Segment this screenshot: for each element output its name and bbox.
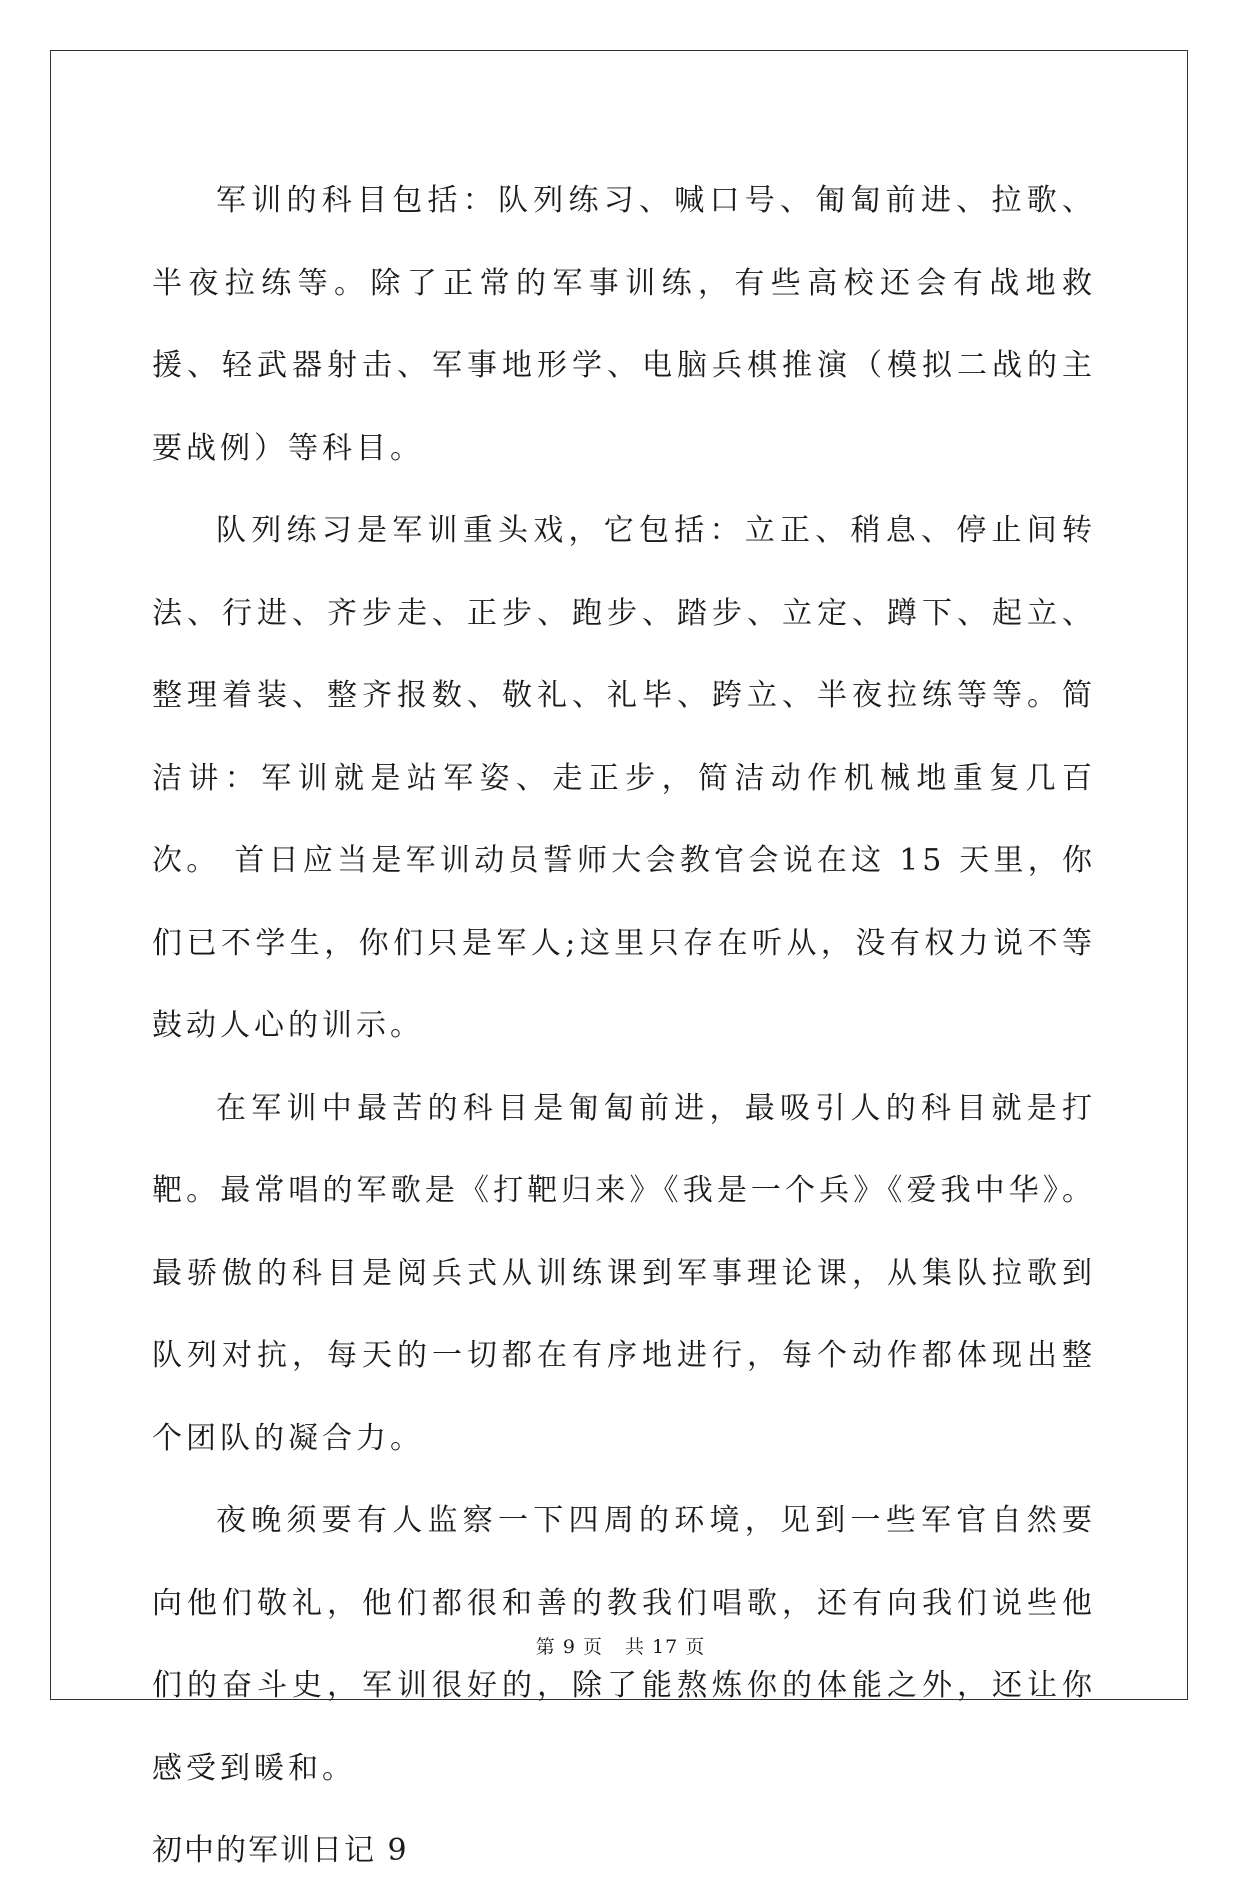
page-total: 共 17 页 [624, 1636, 706, 1658]
section-heading: 初中的军训日记 9 [152, 1833, 409, 1868]
paragraph-night-watch: 夜晚须要有人监察一下四周的环境，见到一些军官自然要向他们敬礼，他们都很和善的教我们唱歌，还有向我们说些他们的奋斗史，军训很好的，除了能熬炼你的体能之外，还让你感受到暖和。 [152, 1503, 1096, 1786]
paragraph-hardest-subject: 在军训中最苦的科目是匍匐前进，最吸引人的科目就是打靶。最常唱的军歌是《打靶归来》《我是一个兵》《爱我中华》。最骄傲的科目是阅兵式从训练课到军事理论课，从集队拉歌到队列对抗，每天的一切都在有序地进行，每个动作都体现出整个团队的凝合力。 [152, 1090, 1096, 1456]
paragraph-training-subjects: 军训的科目包括：队列练习、喊口号、匍匐前进、拉歌、半夜拉练等。除了正常的军事训练，有些高校还会有战地救援、轻武器射击、军事地形学、电脑兵棋推演（模拟二战的主要战例）等科目。 [152, 183, 1096, 466]
page-number: 第 9 页 [535, 1636, 603, 1658]
page-footer [0, 1632, 1241, 1659]
paragraph-drill-practice: 队列练习是军训重头戏，它包括：立正、稍息、停止间转法、行进、齐步走、正步、跑步、踏步、立定、蹲下、起立、整理着装、整齐报数、敬礼、礼毕、跨立、半夜拉练等等。简洁讲：军训就是站军姿、走正步，简洁动作机械地重复几百次。 首日应当是军训动员誓师大会教官会说在这 15 天里，你们已不学生，你们只是军人;这里只存在听从，没有权力说不等鼓动人心的训示。 [152, 513, 1096, 1043]
